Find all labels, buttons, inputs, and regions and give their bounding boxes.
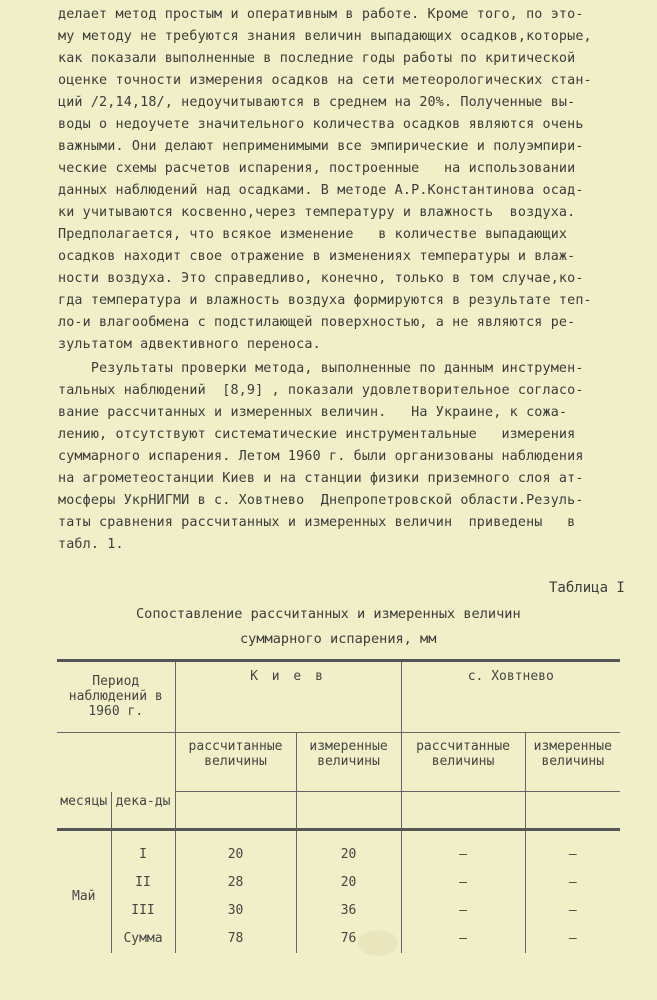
body-line: ческие схемы расчетов испарения, построенные на использовании (58, 161, 576, 176)
body-line: делает метод простым и оперативным в работе. Кроме того, по это- (58, 7, 584, 22)
evaporation-table (57, 659, 620, 953)
hov-meas-header: измеренные величины (525, 733, 620, 792)
table-row (57, 841, 620, 869)
body-line: на агрометеостанции Киев и на станции физики приземного слоя ат- (58, 471, 584, 486)
body-line: табл. 1. (58, 537, 124, 552)
body-line: суммарного испарения. Летом 1960 г. были организованы наблюдения (58, 449, 584, 464)
decade-cell: I (111, 841, 175, 869)
body-line: му методу не требуются знания величин выпадающих осадков,которые, (58, 29, 592, 44)
body-line: зультатом адвективного переноса. (58, 337, 321, 352)
paper-smudge (358, 930, 398, 956)
hov-meas-cell: – (525, 841, 620, 869)
kiev-calc-header: рассчитанные величины (175, 733, 296, 792)
kiev-meas-cell: 76 (296, 925, 401, 953)
kiev-calc-cell: 78 (175, 925, 296, 953)
kiev-meas-cell: 20 (296, 869, 401, 897)
body-line: как показали выполненные в последние годы работы по критической (58, 51, 576, 66)
table-title-units: суммарного испарения, мм (240, 631, 437, 647)
body-line: таты сравнения рассчитанных и измеренных величин приведены в (58, 515, 576, 530)
hov-calc-cell: – (401, 841, 525, 869)
table-row (57, 925, 620, 953)
kiev-calc-cell: 20 (175, 841, 296, 869)
decade-cell: Сумма (111, 925, 175, 953)
body-line: тальных наблюдений [8,9] , показали удовлетворительное согласо- (58, 383, 584, 398)
body-line: осадков находит свое отражение в изменениях температуры и влаж- (58, 249, 576, 264)
body-line: лению, отсутствуют систематические инструментальные измерения (58, 427, 576, 442)
station-kiev-header: К и е в (175, 661, 401, 733)
period-header: Период наблюдений в 1960 г. (68, 674, 163, 719)
body-line: Результаты проверки метода, выполненные по данным инструмен- (58, 361, 584, 376)
body-line: ций /2,14,18/, недоучитываются в среднем на 20%. Полученные вы- (58, 95, 576, 110)
month-cell: Май (72, 889, 96, 904)
kiev-calc-cell: 30 (175, 897, 296, 925)
hov-calc-cell: – (401, 869, 525, 897)
body-line: Предполагается, что всякое изменение в количестве выпадающих (58, 227, 568, 242)
hov-meas-cell: – (525, 869, 620, 897)
body-line: вание рассчитанных и измеренных величин. На Украине, к сожа- (58, 405, 568, 420)
body-line: гда температура и влажность воздуха формируются в результате теп- (58, 293, 592, 308)
body-line: данных наблюдений над осадками. В методе А.Р.Константинова осад- (58, 183, 584, 198)
decade-header: дека-ды (111, 792, 175, 830)
body-line: ности воздуха. Это справедливо, конечно, только в том случае,ко- (58, 271, 584, 286)
hov-calc-cell: – (401, 897, 525, 925)
hov-calc-header: рассчитанные величины (401, 733, 525, 792)
hov-meas-cell: – (525, 925, 620, 953)
kiev-meas-cell: 20 (296, 841, 401, 869)
kiev-calc-cell: 28 (175, 869, 296, 897)
hov-meas-cell: – (525, 897, 620, 925)
period-header-cell (57, 661, 175, 733)
decade-cell: II (111, 869, 175, 897)
body-line: ки учитываются косвенно,через температуру и влажность воздуха. (58, 205, 576, 220)
month-header: месяцы (57, 792, 111, 830)
hov-calc-cell: – (401, 925, 525, 953)
body-line: важными. Они делают неприменимыми все эмпирические и полуэмпири- (58, 139, 584, 154)
body-line: оценке точности измерения осадков на сети метеорологических стан- (58, 73, 592, 88)
table-row (57, 869, 620, 897)
kiev-meas-cell: 36 (296, 897, 401, 925)
body-line: мосферы УкрНИГМИ в с. Ховтнево Днепропетровской области.Резуль- (58, 493, 584, 508)
body-line: воды о недоучете значительного количества осадков являются очень (58, 117, 584, 132)
table-row (57, 897, 620, 925)
table-label: Таблица I (549, 580, 625, 596)
table-title: Сопоставление рассчитанных и измеренных величин (136, 606, 521, 622)
body-line: ло-и влагообмена с подстилающей поверхностью, а не являются ре- (58, 315, 576, 330)
station-hovtnevo-header: с. Ховтнево (401, 661, 620, 733)
kiev-meas-header: измеренные величины (296, 733, 401, 792)
decade-cell: III (111, 897, 175, 925)
